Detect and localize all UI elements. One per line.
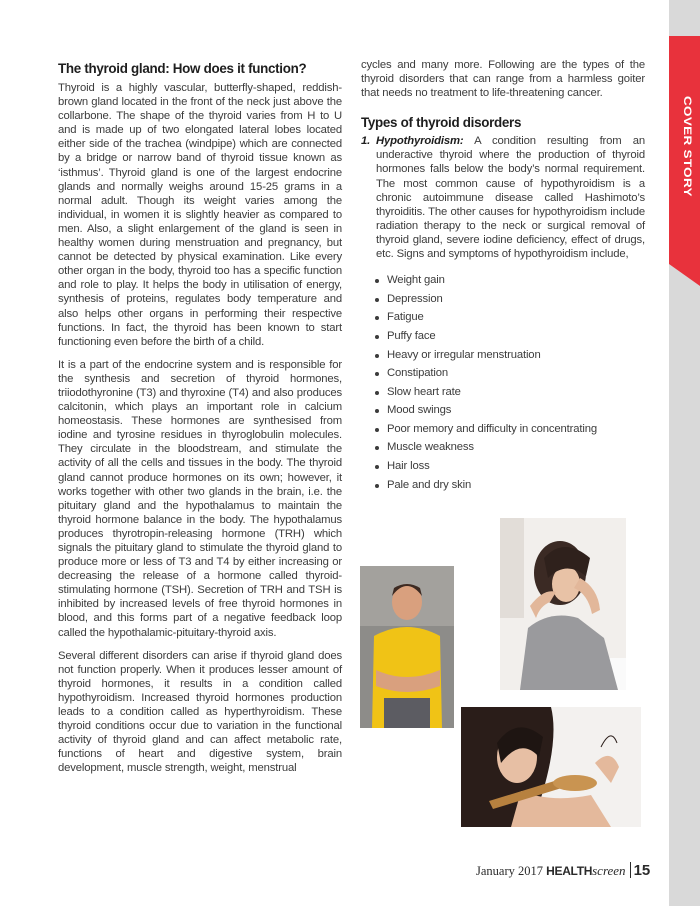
footer-date: January 2017 [476, 864, 543, 878]
paragraph-2: It is a part of the endocrine system and is responsible for the synthesis and secretion of thyroid hormones, triiodothyronine (T3) and thyroxine (T4) and also produces calcitonin, which plays an important role in calcium homeostasis. These hormones are synthesised from iodine and tyrosine residues in thyroglobulin molecules. They circulate in the bloodstream, and stimulate the activity of all the cells and tissues in the body. The thyroid gland cannot produce hormones on its own; however, it works together with other two glands in the brain, i.e. the pituitary gland and the hypothalamus to maintain the thyroid hormone balance in the body. The hypothalamus produces thyrotropin-releasing hormone (TRH) which signals the pituitary gland to stimulate the thyroid gland to produce more or less of T3 and T4 by either increasing or decreasing the release of a hormone called thyroid-stimulating hormone (TSH). Secretion of TRH and TSH is inhibited by increased levels of free thyroid hormones in blood, and this forms part of a negative feedback loop called the hypothalamic-pituitary-thyroid axis. [58, 358, 342, 639]
page-footer [476, 862, 650, 882]
symptom-list [361, 271, 645, 494]
section-heading-thyroid-disorders: Types of thyroid disorders [361, 115, 522, 131]
item-number: 1. [361, 135, 371, 148]
brand-name-italic: screen [592, 863, 626, 878]
list-item: Fatigue [375, 308, 645, 327]
section-tab-notch [669, 264, 700, 286]
photo-woman-crossed-arms [360, 566, 454, 728]
photo-woman-headache [500, 518, 626, 690]
list-item: Heavy or irregular menstruation [375, 346, 645, 365]
list-item: Mood swings [375, 401, 645, 420]
list-item: Muscle weakness [375, 438, 645, 457]
list-item: Constipation [375, 364, 645, 383]
list-item: Hair loss [375, 457, 645, 476]
list-item: Depression [375, 290, 645, 309]
photo-woman-hair-loss [461, 707, 641, 827]
list-item: Pale and dry skin [375, 476, 645, 495]
paragraph-1: Thyroid is a highly vascular, butterfly-shaped, reddish-brown gland located in the front of the neck just above the collarbone. The shape of the thyroid varies from H to U and is made up of two elongated lateral lobes located either side of the trachea (windpipe) which are connected by a bridge or narrow band of thyroid tissue known as ‘isthmus’. Thyroid gland is one of the largest endocrine glands and normally weighs around 15-25 grams in a normal adult. Though its weight varies among the individual, in women it is slightly heavier as compared to men. Also, a slight enlargement of the gland is seen in healthy women during menstruation and pregnancy, but cannot be detected by physical examination. Like every other organ in the body, thyroid too has a specific function and role to play. It helps the body in utilisation of energy, synthesis of proteins, regulates body temperature and also helps other organs in performing their respective functions. In fact, the thyroid has been known to start functioning even before the birth of a child. [58, 82, 342, 348]
footer-divider [630, 862, 631, 878]
item-title: Hypothyroidism: [376, 135, 464, 148]
left-column [58, 58, 342, 785]
list-item: Poor memory and difficulty in concentrating [375, 420, 645, 439]
item-text: A condition resulting from an underactive thyroid where the production of thyroid hormones falls below the body’s normal requirement. The most common cause of hypothyroidism is a chronic autoimmune disease called Hashimoto’s thyroiditis. The other causes for hypothyroidism include radiation therapy to the neck or surgical removal of thyroid gland, severe iodine deficiency, effect of drugs, etc. Signs and symptoms of hypothyroidism include, [376, 135, 645, 261]
list-item: Weight gain [375, 271, 645, 290]
list-item: Slow heart rate [375, 383, 645, 402]
page-number: 15 [633, 862, 651, 879]
brand-name-bold: HEALTH [546, 864, 593, 878]
paragraph-3: Several different disorders can arise if thyroid gland does not function properly. When it produces lesser amount of thyroid hormones, it results in a condition called hypothyroidism. Increased thyroid hormones production leads to a condition called as hyperthyroidism. These thyroid conditions occur due to variation in the functional activity of thyroid gland and can affect metabolic rate, functions of heart and digestive system, brain development, muscle strength, weight, menstrual [58, 649, 342, 775]
section-heading-thyroid-function: The thyroid gland: How does it function? [58, 61, 307, 76]
paragraph-continuation: cycles and many more. Following are the types of the thyroid disorders that can range from a harmless goiter that needs no treatment to life-threatening cancer. [361, 59, 645, 100]
right-column [361, 58, 645, 494]
section-tab-label: COVER STORY [681, 96, 695, 197]
list-item: Puffy face [375, 327, 645, 346]
numbered-item-hypothyroidism [361, 134, 645, 261]
